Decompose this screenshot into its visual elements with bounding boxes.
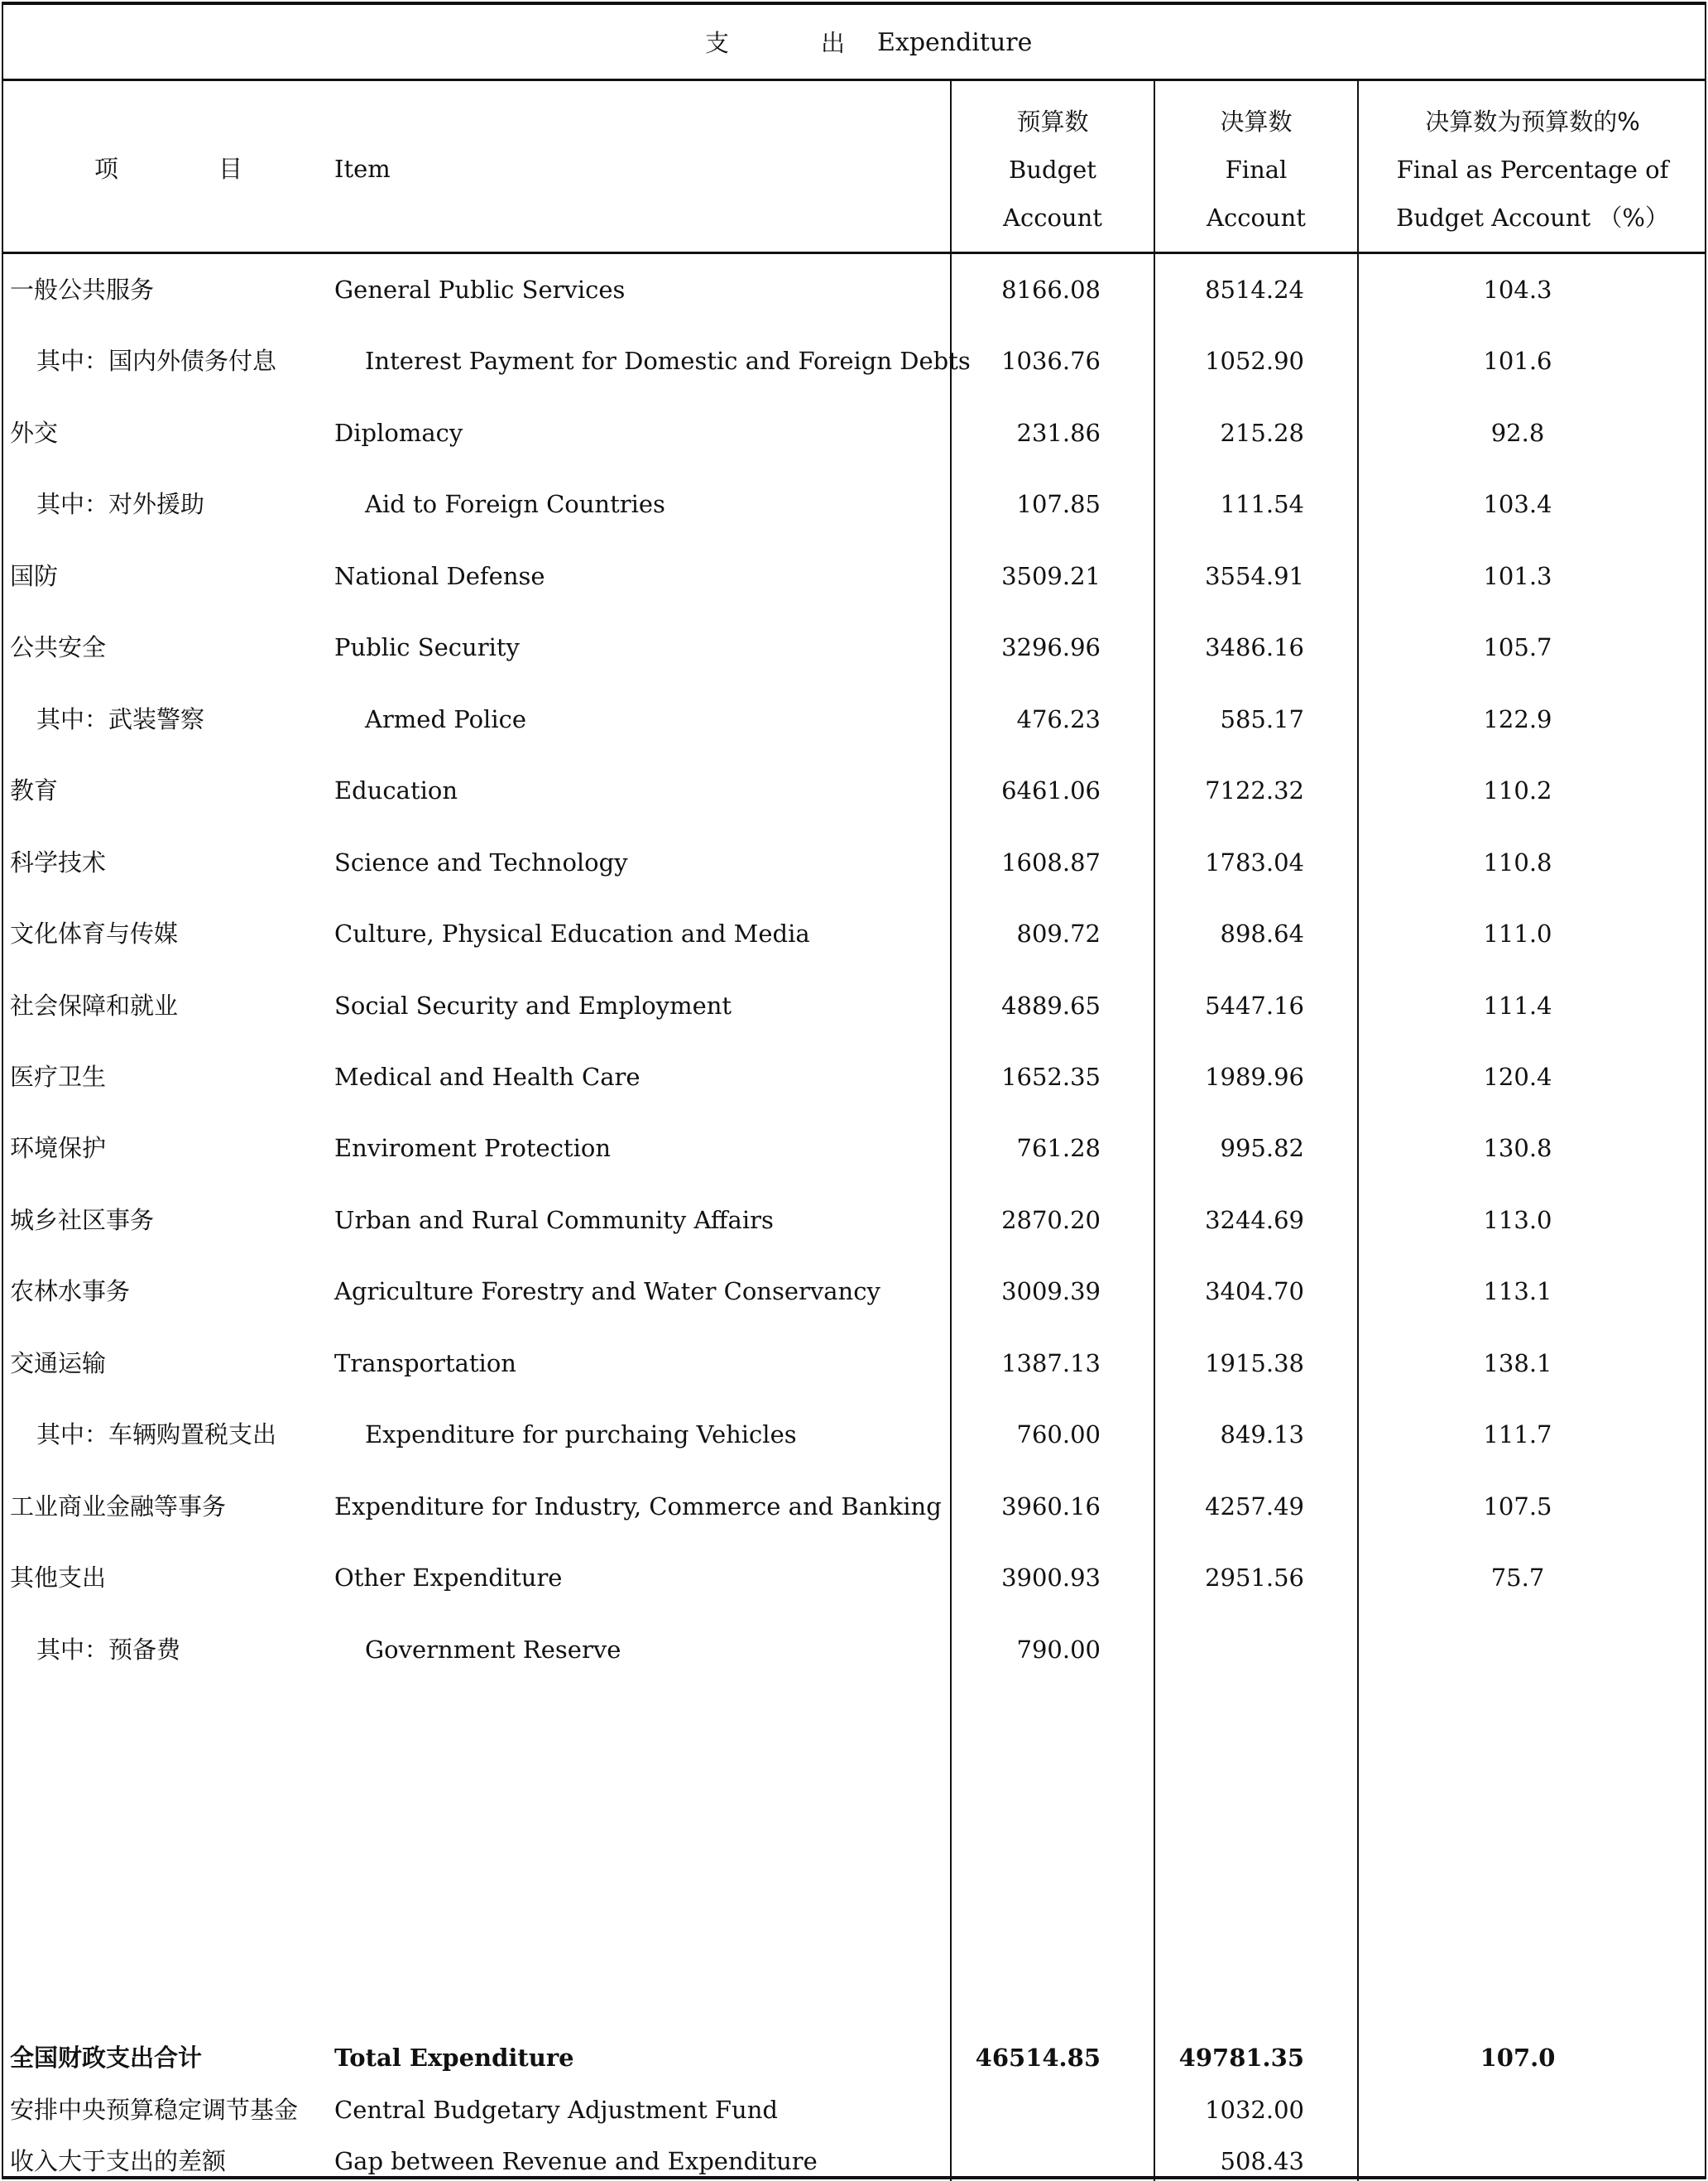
- row-final-value: 585.17: [1220, 705, 1304, 733]
- header-final-percentage: [1359, 98, 1706, 242]
- row-percent-value: 110.8: [1483, 848, 1552, 877]
- row-item-chinese: 农林水事务: [10, 1277, 131, 1305]
- row-percent-value: 101.3: [1483, 562, 1552, 590]
- row-item-english: National Defense: [334, 562, 545, 590]
- header-item-zh-part1: 项: [94, 155, 119, 183]
- row-budget-value: 231.86: [1016, 419, 1101, 447]
- row-final-value: 7122.32: [1205, 776, 1304, 805]
- row-final-value: 898.64: [1220, 920, 1304, 948]
- footer-final-value: 49781.35: [1178, 2044, 1304, 2072]
- footer-item-chinese: 安排中央预算稳定调节基金: [10, 2096, 299, 2124]
- header-budget-zh: 预算数: [1016, 108, 1089, 136]
- footer-percent-value: 107.0: [1480, 2044, 1556, 2072]
- row-item-english: Enviroment Protection: [334, 1134, 611, 1162]
- row-final-value: 1989.96: [1205, 1063, 1304, 1091]
- header-final-en2: Account: [1207, 204, 1306, 232]
- row-budget-value: 2870.20: [1001, 1206, 1101, 1234]
- row-final-value: 5447.16: [1205, 992, 1304, 1020]
- row-item-english: Urban and Rural Community Affairs: [334, 1206, 774, 1234]
- row-percent-value: 111.7: [1483, 1420, 1552, 1448]
- row-item-chinese: 科学技术: [10, 848, 107, 877]
- row-budget-value: 760.00: [1016, 1420, 1101, 1448]
- row-final-value: 111.54: [1220, 490, 1304, 518]
- row-item-chinese: 社会保障和就业: [10, 992, 179, 1020]
- row-item-chinese: 交通运输: [10, 1349, 107, 1377]
- row-percent-value: 107.5: [1483, 1492, 1552, 1520]
- row-budget-value: 3960.16: [1001, 1492, 1101, 1520]
- row-item-chinese: 其中：车辆购置税支出: [36, 1420, 277, 1448]
- row-item-chinese: 教育: [10, 776, 59, 805]
- row-budget-value: 3900.93: [1001, 1564, 1101, 1592]
- header-percent-en2: Budget Account （%）: [1396, 204, 1669, 232]
- footer-final-value: 508.43: [1220, 2147, 1304, 2175]
- footer-item-english: Total Expenditure: [334, 2044, 574, 2072]
- row-item-english: Aid to Foreign Countries: [365, 490, 665, 518]
- row-final-value: 8514.24: [1205, 276, 1304, 304]
- row-item-english: Interest Payment for Domestic and Foreign Debts: [365, 347, 971, 375]
- row-item-chinese: 城乡社区事务: [10, 1206, 155, 1234]
- row-budget-value: 761.28: [1016, 1134, 1101, 1162]
- footer-item-chinese: 全国财政支出合计: [10, 2044, 203, 2072]
- footer-item-english: Central Budgetary Adjustment Fund: [334, 2096, 778, 2124]
- row-budget-value: 1036.76: [1001, 347, 1101, 375]
- row-item-english: Agriculture Forestry and Water Conservancy: [334, 1277, 880, 1305]
- row-item-chinese: 其他支出: [10, 1564, 107, 1592]
- table-title: [3, 5, 1705, 81]
- row-budget-value: 6461.06: [1001, 776, 1101, 805]
- row-budget-value: 107.85: [1016, 490, 1101, 518]
- row-percent-value: 104.3: [1483, 276, 1552, 304]
- row-percent-value: 75.7: [1490, 1564, 1545, 1592]
- row-final-value: 215.28: [1220, 419, 1304, 447]
- row-item-chinese: 外交: [10, 419, 59, 447]
- row-item-english: Diplomacy: [334, 419, 463, 447]
- header-separator: [3, 252, 1705, 254]
- row-budget-value: 1608.87: [1001, 848, 1101, 877]
- header-budget-en1: Budget: [1009, 156, 1096, 184]
- row-percent-value: 105.7: [1483, 633, 1552, 661]
- row-budget-value: 1652.35: [1001, 1063, 1101, 1091]
- row-budget-value: 4889.65: [1001, 992, 1101, 1020]
- row-item-english: General Public Services: [334, 276, 626, 304]
- column-divider-percent: [1357, 81, 1359, 2181]
- header-item-zh-part2: 目: [218, 155, 243, 183]
- row-item-english: Science and Technology: [334, 848, 628, 877]
- row-item-chinese: 国防: [10, 562, 59, 590]
- row-budget-value: 790.00: [1016, 1636, 1101, 1664]
- row-percent-value: 110.2: [1483, 776, 1552, 805]
- row-item-english: Armed Police: [365, 705, 526, 733]
- row-budget-value: 3009.39: [1001, 1277, 1101, 1305]
- row-percent-value: 113.1: [1483, 1277, 1552, 1305]
- header-percent-en1: Final as Percentage of: [1396, 156, 1669, 184]
- row-percent-value: 138.1: [1483, 1349, 1552, 1377]
- row-item-english: Expenditure for purchaing Vehicles: [365, 1420, 797, 1448]
- row-item-chinese: 环境保护: [10, 1134, 107, 1162]
- footer-final-value: 1032.00: [1205, 2096, 1304, 2124]
- row-item-chinese: 其中：预备费: [36, 1636, 181, 1664]
- header-final-zh: 决算数: [1220, 108, 1293, 136]
- row-percent-value: 103.4: [1483, 490, 1552, 518]
- row-item-chinese: 工业商业金融等事务: [10, 1492, 227, 1520]
- title-zh-part2: 出: [821, 29, 846, 57]
- header-final-en1: Final: [1225, 156, 1288, 184]
- row-item-english: Other Expenditure: [334, 1564, 563, 1592]
- row-item-english: Social Security and Employment: [334, 992, 732, 1020]
- row-percent-value: 113.0: [1483, 1206, 1552, 1234]
- row-budget-value: 8166.08: [1001, 276, 1101, 304]
- row-final-value: 3486.16: [1205, 633, 1304, 661]
- row-percent-value: 120.4: [1483, 1063, 1552, 1091]
- title-zh-part1: 支: [705, 29, 730, 57]
- header-percent-zh: 决算数为预算数的%: [1425, 108, 1640, 136]
- row-budget-value: 3296.96: [1001, 633, 1101, 661]
- row-final-value: 1783.04: [1205, 848, 1304, 877]
- header-budget-en2: Account: [1003, 204, 1102, 232]
- row-budget-value: 476.23: [1016, 705, 1101, 733]
- row-budget-value: 3509.21: [1001, 562, 1101, 590]
- row-item-chinese: 其中：国内外债务付息: [36, 347, 277, 375]
- row-final-value: 3554.91: [1205, 562, 1304, 590]
- row-item-english: Public Security: [334, 633, 520, 661]
- row-item-english: Transportation: [334, 1349, 516, 1377]
- row-percent-value: 130.8: [1483, 1134, 1552, 1162]
- row-item-chinese: 一般公共服务: [10, 276, 155, 304]
- header-budget-account: [952, 98, 1154, 242]
- row-percent-value: 122.9: [1483, 705, 1552, 733]
- footer-item-english: Gap between Revenue and Expenditure: [334, 2147, 818, 2175]
- row-item-english: Government Reserve: [365, 1636, 621, 1664]
- row-final-value: 849.13: [1220, 1420, 1304, 1448]
- row-final-value: 1915.38: [1205, 1349, 1304, 1377]
- row-budget-value: 809.72: [1016, 920, 1101, 948]
- header-item-english: Item: [334, 155, 391, 183]
- footer-item-chinese: 收入大于支出的差额: [10, 2147, 227, 2175]
- row-item-english: Expenditure for Industry, Commerce and Banking: [334, 1492, 942, 1520]
- row-final-value: 3404.70: [1205, 1277, 1304, 1305]
- row-item-english: Education: [334, 776, 458, 805]
- row-percent-value: 111.0: [1483, 920, 1552, 948]
- row-item-chinese: 公共安全: [10, 633, 107, 661]
- row-percent-value: 111.4: [1483, 992, 1552, 1020]
- row-item-english: Medical and Health Care: [334, 1063, 640, 1091]
- row-item-chinese: 文化体育与传媒: [10, 920, 179, 948]
- expenditure-table: [2, 2, 1706, 2179]
- row-percent-value: 101.6: [1483, 347, 1552, 375]
- footer-budget-value: 46514.85: [975, 2044, 1101, 2072]
- row-percent-value: 92.8: [1490, 419, 1545, 447]
- row-budget-value: 1387.13: [1001, 1349, 1101, 1377]
- row-item-chinese: 其中：武装警察: [36, 705, 205, 733]
- row-item-english: Culture, Physical Education and Media: [334, 920, 810, 948]
- title-english: Expenditure: [877, 28, 1033, 57]
- row-final-value: 1052.90: [1205, 347, 1304, 375]
- row-final-value: 2951.56: [1205, 1564, 1304, 1592]
- row-final-value: 4257.49: [1205, 1492, 1304, 1520]
- header-final-account: [1155, 98, 1357, 242]
- row-item-chinese: 其中：对外援助: [36, 490, 205, 518]
- row-final-value: 3244.69: [1205, 1206, 1304, 1234]
- row-final-value: 995.82: [1220, 1134, 1304, 1162]
- row-item-chinese: 医疗卫生: [10, 1063, 107, 1091]
